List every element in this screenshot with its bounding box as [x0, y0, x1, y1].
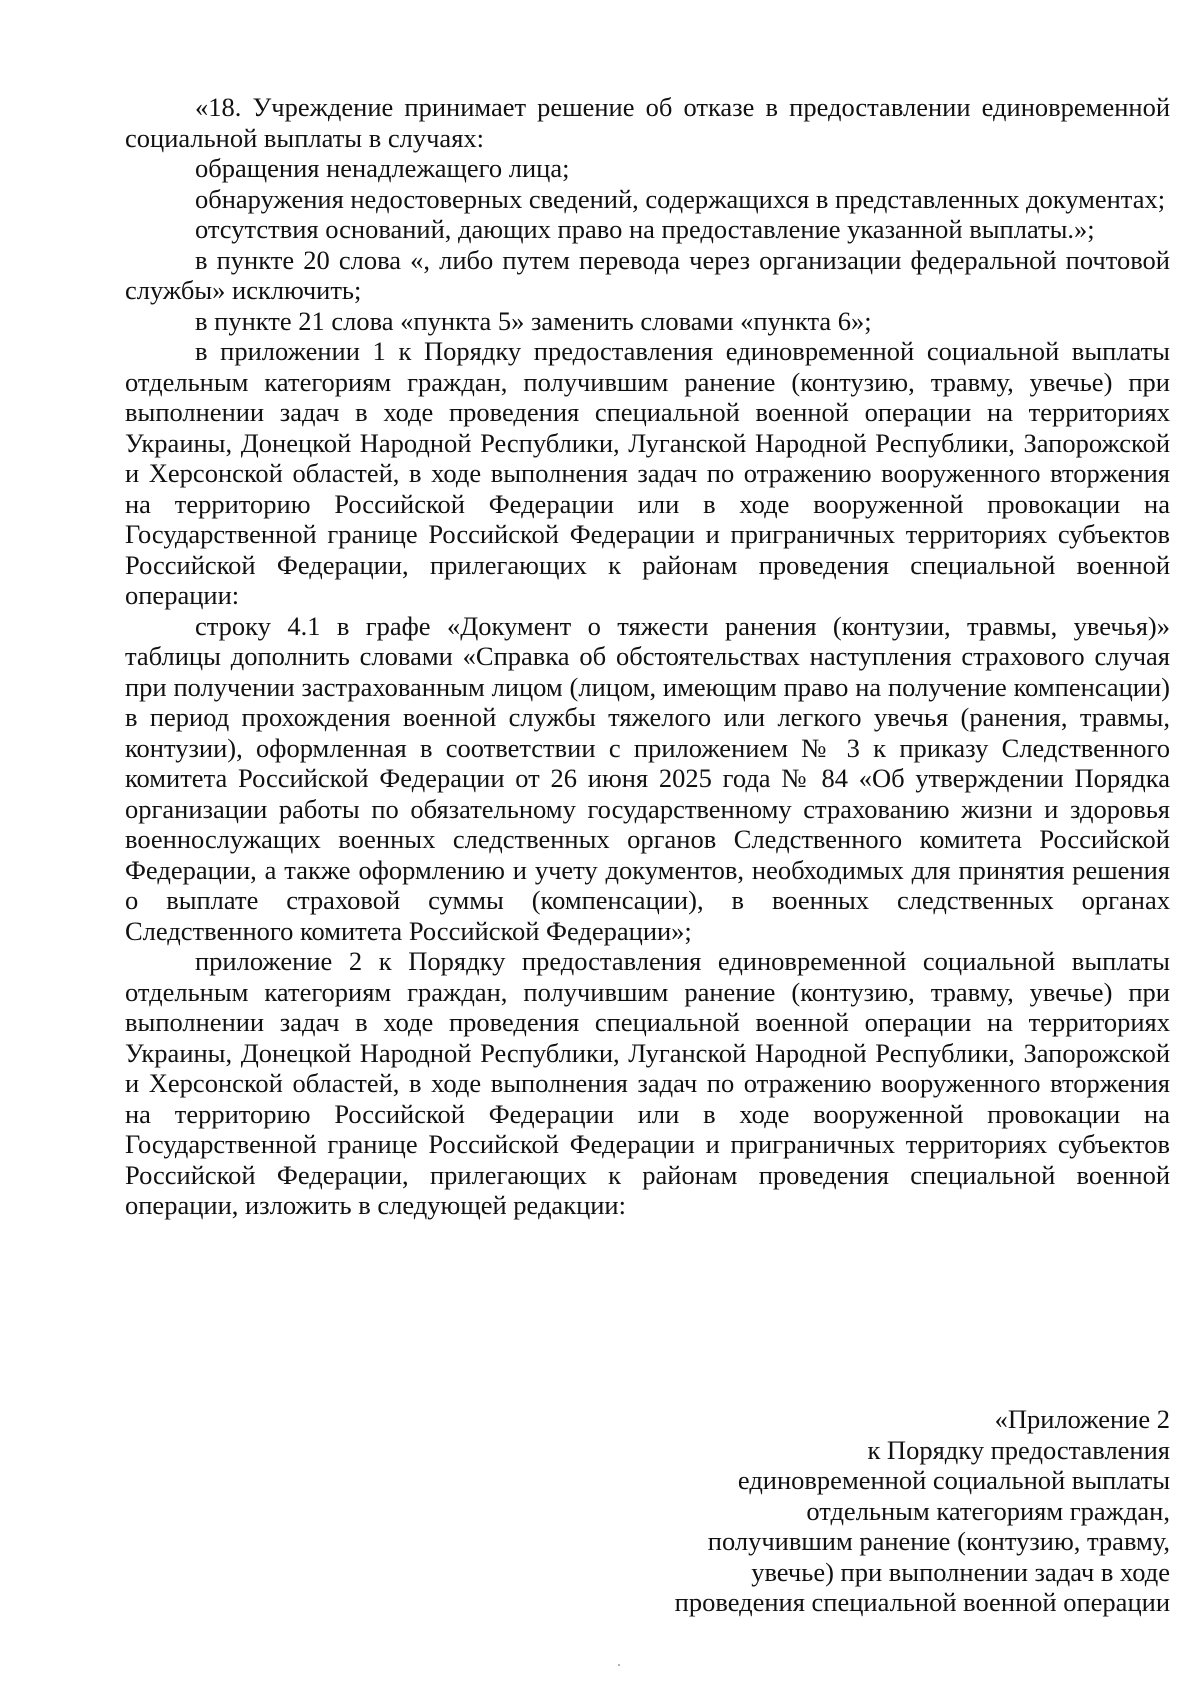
paragraph-refusal-clause: «18. Учреждение принимает решение об отказе в предоставлении единовременной социальной выплаты в случаях: — [125, 92, 1170, 153]
document-body — [125, 92, 1170, 1221]
paragraph-item-20: в пункте 20 слова «, либо путем перевода через организации федеральной почтовой службы» исключить; — [125, 244, 1170, 305]
scan-artifact-dot — [618, 1664, 620, 1666]
appendix-header-line: единовременной социальной выплаты — [737, 1465, 1170, 1495]
appendix-header-line: отдельным категориям граждан, — [806, 1495, 1170, 1526]
paragraph-improper-person: обращения ненадлежащего лица; — [195, 153, 570, 183]
appendix-header — [550, 1404, 1170, 1618]
appendix-header-line: проведения специальной военной операции — [674, 1587, 1170, 1617]
paragraph-appendix-2: приложение 2 к Порядку предоставления единовременной социальной выплаты отдельным категориям граждан, получившим ранение (контузию, травму, увечье) при выполнении задач в ходе проведения специальной военной операции на территориях Украины, Донецкой Народной Республики, Луганской Народной Республики, Запорожской и Херсонской областей, в ходе выполнения задач по отражению вооруженного вторжения на территорию Российской Федерации или в ходе вооруженной провокации на Государственной границе Российской Федерации и приграничных территориях субъектов Российской Федерации, прилегающих к районам проведения специальной военной операции, изложить в следующей редакции: — [125, 946, 1170, 1220]
paragraph-row-4-1: строку 4.1 в графе «Документ о тяжести ранения (контузии, травмы, увечья)» таблицы дополнить словами «Справка об обстоятельствах наступления страхового случая при получении застрахованным лицом (лицом, имеющим право на получение компенсации) в период прохождения военной службы тяжелого или легкого увечья (ранения, травмы, контузии), оформленная в соответствии с приложением № 3 к приказу Следственного комитета Российской Федерации от 26 июня 2025 года № 84 «Об утверждении Порядка организации работы по обязательному государственному страхованию жизни и здоровья военнослужащих военных следственных органов Следственного комитета Российской Федерации, а также оформлению и учету документов, необходимых для принятия решения о выплате страховой суммы (компенсации), в военных следственных органах Следственного комитета Российской Федерации»; — [125, 610, 1170, 946]
appendix-header-line: увечье) при выполнении задач в ходе — [751, 1556, 1170, 1587]
paragraph-no-grounds: отсутствия оснований, дающих право на предоставление указанной выплаты.»; — [195, 214, 1095, 244]
paragraph-appendix-1: в приложении 1 к Порядку предоставления единовременной социальной выплаты отдельным категориям граждан, получившим ранение (контузию, травму, увечье) при выполнении задач в ходе проведения специальной военной операции на территориях Украины, Донецкой Народной Республики, Луганской Народной Республики, Запорожской и Херсонской областей, в ходе выполнения задач по отражению вооруженного вторжения на территорию Российской Федерации или в ходе вооруженной провокации на Государственной границе Российской Федерации и приграничных территориях субъектов Российской Федерации, прилегающих к районам проведения специальной военной операции: — [125, 336, 1170, 610]
paragraph-item-21: в пункте 21 слова «пункта 5» заменить словами «пункта 6»; — [195, 305, 872, 336]
appendix-header-line: «Приложение 2 — [994, 1404, 1170, 1434]
appendix-header-line: к Порядку предоставления — [867, 1434, 1170, 1465]
paragraph-false-information: обнаружения недостоверных сведений, содержащихся в представленных документах; — [195, 183, 1166, 214]
appendix-header-line: получившим ранение (контузию, травму, — [707, 1526, 1170, 1556]
